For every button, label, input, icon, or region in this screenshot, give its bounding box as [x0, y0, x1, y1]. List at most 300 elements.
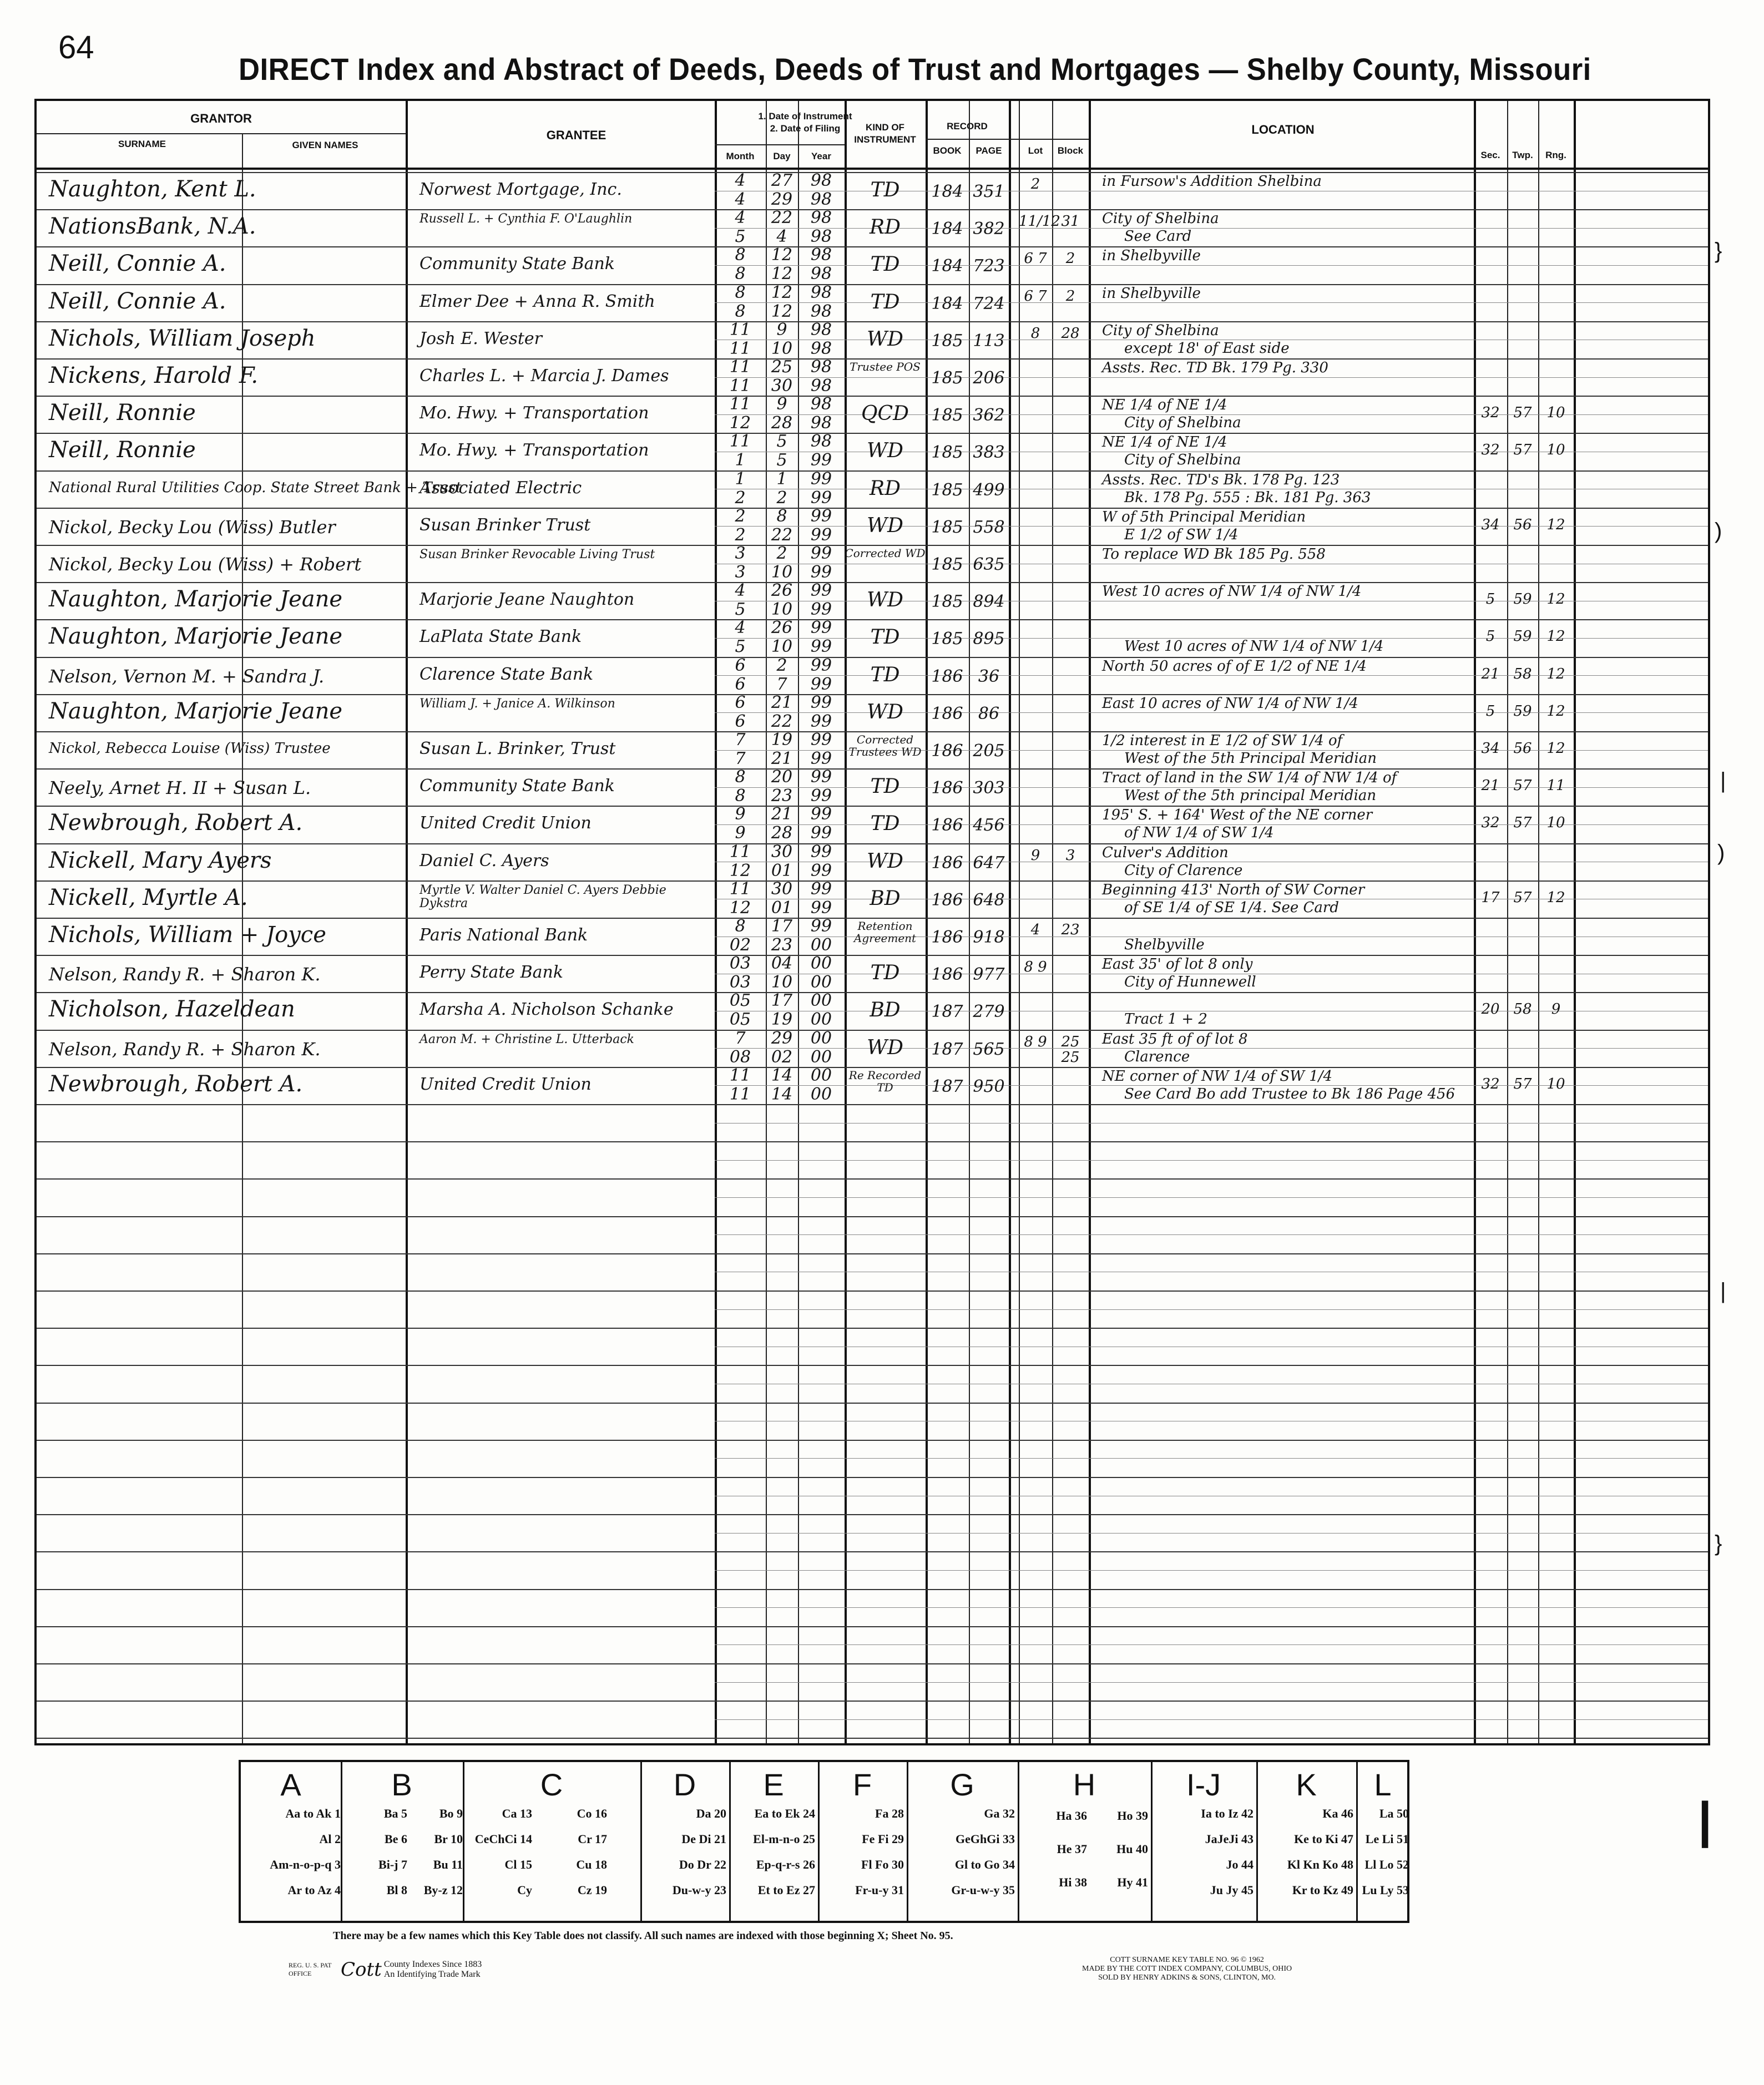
filing-year-2: 98	[810, 338, 832, 358]
filing-day-2: 28	[771, 823, 793, 843]
instrument-kind: TD	[870, 290, 900, 313]
filing-year-1: 99	[810, 804, 832, 824]
filing-day-1: 2	[776, 655, 787, 675]
filing-day-1: 17	[771, 991, 793, 1011]
section-number: 34	[1481, 740, 1500, 757]
instrument-kind: QCD	[861, 402, 909, 426]
grantee-name: Mo. Hwy. + Transportation	[419, 441, 649, 460]
key-entry: By-z 12	[423, 1883, 463, 1897]
block-number: 28	[1061, 325, 1080, 342]
location-line-1: North 50 acres of of E 1/2 of NE 1/4	[1102, 657, 1367, 675]
grantor-name: Newbrough, Robert A.	[49, 1071, 303, 1097]
location-line-1: 1/2 interest in E 1/2 of SW 1/4 of	[1102, 732, 1343, 749]
filing-month-2: 4	[735, 190, 746, 209]
filing-day-2: 5	[776, 451, 787, 470]
location-line-1: East 35' of lot 8 only	[1102, 956, 1253, 973]
record-book: 184	[931, 182, 963, 201]
filing-month-1: 11	[729, 357, 751, 377]
block-number: 3	[1065, 847, 1075, 864]
half-row-rule	[715, 1682, 1708, 1683]
filing-month-2: 5	[735, 227, 746, 247]
filing-month-2: 5	[735, 637, 746, 657]
key-entry: Cr 17	[578, 1832, 607, 1846]
filing-day-2: 10	[771, 973, 793, 993]
half-row-rule	[715, 1160, 1708, 1161]
filing-month-2: 2	[735, 525, 746, 545]
margin-bar-mark: |	[1698, 1793, 1712, 1848]
filing-month-1: 8	[735, 282, 746, 302]
page-number: 64	[58, 29, 94, 65]
range-number: 10	[1546, 404, 1565, 422]
grantee-name: Community State Bank	[419, 776, 615, 796]
location-line-1: in Fursow's Addition Shelbina	[1102, 173, 1322, 190]
filing-month-1: 8	[735, 245, 746, 265]
instrument-kind: RD	[870, 477, 901, 500]
section-number: 32	[1481, 442, 1500, 459]
filing-year-2: 99	[810, 749, 832, 768]
filing-month-2: 11	[729, 338, 751, 358]
grantor-name: Newbrough, Robert A.	[49, 810, 303, 836]
record-book: 185	[931, 629, 963, 649]
key-letter-g: G	[950, 1767, 974, 1802]
filing-month-1: 2	[735, 506, 746, 526]
location-line-2: City of Shelbina	[1124, 452, 1241, 469]
key-group-rule	[463, 1762, 464, 1921]
block-number: 23	[1061, 922, 1080, 938]
record-book: 187	[931, 1002, 963, 1022]
filing-month-2: 8	[735, 264, 746, 284]
section-number: 17	[1481, 889, 1500, 906]
header-date-line2: 2. Date of Filing	[770, 123, 841, 134]
filing-year-2: 99	[810, 525, 832, 545]
filing-month-1: 8	[735, 917, 746, 936]
record-book: 187	[931, 1039, 963, 1059]
record-page: 895	[973, 629, 1005, 649]
half-row-rule	[715, 1570, 1708, 1571]
filing-year-2: 98	[810, 190, 832, 209]
location-line-1: NE 1/4 of NE 1/4	[1102, 397, 1227, 414]
key-group-rule	[1151, 1762, 1153, 1921]
key-entry: Ga 32	[984, 1806, 1015, 1820]
filing-month-2: 03	[729, 973, 751, 993]
instrument-kind: WD	[867, 327, 903, 351]
lot-number: 8	[1030, 325, 1040, 342]
record-page: 723	[973, 256, 1005, 276]
section-number: 32	[1481, 814, 1500, 832]
record-book: 185	[931, 592, 963, 612]
filing-year-1: 98	[810, 394, 832, 414]
location-line-2: except 18' of East side	[1124, 340, 1290, 357]
range-number: 12	[1546, 591, 1565, 608]
filing-month-1: 1	[735, 469, 746, 489]
location-line-1: NE corner of NW 1/4 of SW 1/4	[1102, 1067, 1333, 1085]
key-entry: Ba 5	[383, 1806, 407, 1820]
grantee-name: United Credit Union	[419, 813, 592, 833]
filing-day-2: 29	[771, 190, 793, 209]
township-number: 57	[1513, 814, 1532, 832]
grantee-name: Susan Brinker Trust	[419, 515, 591, 535]
key-entry: GeGhGi 33	[956, 1832, 1015, 1846]
grantor-name: Nelson, Vernon M. + Sandra J.	[49, 665, 325, 687]
instrument-kind: WD	[867, 514, 903, 537]
key-entry: Kl Kn Ko 48	[1287, 1858, 1353, 1871]
instrument-kind: WD	[867, 849, 903, 873]
filing-year-2: 99	[810, 823, 832, 843]
filing-year-2: 98	[810, 413, 832, 433]
grantor-name: Nelson, Randy R. + Sharon K.	[49, 1038, 321, 1060]
location-line-2: of NW 1/4 of SW 1/4	[1124, 824, 1274, 842]
row-rule	[37, 1663, 1708, 1664]
filing-year-2: 99	[810, 674, 832, 694]
half-row-rule	[715, 377, 1708, 378]
filing-day-2: 22	[771, 711, 793, 731]
key-letter-k: K	[1296, 1767, 1317, 1802]
block-number: 25 25	[1061, 1033, 1080, 1066]
range-number: 9	[1551, 1001, 1561, 1018]
location-line-2: City of Clarence	[1124, 862, 1243, 879]
grantee-name: Clarence State Bank	[419, 664, 594, 684]
key-entry: Ll Lo 52	[1364, 1858, 1409, 1871]
header-month: Month	[726, 151, 755, 161]
section-number: 32	[1481, 404, 1500, 422]
header-day: Day	[773, 151, 791, 161]
grantor-name: Nickol, Becky Lou (Wiss) + Robert	[49, 554, 362, 575]
grantor-name: Neill, Ronnie	[49, 437, 196, 463]
key-entry: Do Dr 22	[679, 1858, 726, 1871]
row-rule	[37, 1701, 1708, 1702]
header-rule	[926, 139, 1009, 140]
filing-month-2: 11	[729, 1084, 751, 1104]
filing-day-2: 01	[771, 898, 793, 918]
key-group-rule	[818, 1762, 820, 1921]
key-group-rule	[1018, 1762, 1019, 1921]
row-rule	[37, 1514, 1708, 1515]
key-entry: Fe Fi 29	[862, 1832, 904, 1846]
filing-day-1: 26	[771, 581, 793, 601]
filing-month-2: 3	[735, 563, 746, 582]
filing-month-2: 12	[729, 898, 751, 918]
instrument-kind: BD	[870, 887, 901, 910]
key-entry: Fa 28	[875, 1806, 904, 1820]
column-rule	[1089, 101, 1091, 1743]
header-grantee: GRANTEE	[546, 128, 606, 142]
key-group-rule	[341, 1762, 342, 1921]
location-line-2: See Card Bo add Trustee to Bk 186 Page 456	[1124, 1085, 1455, 1102]
grantee-name: Mo. Hwy. + Transportation	[419, 403, 649, 423]
header-page: PAGE	[975, 145, 1002, 156]
filing-day-2: 22	[771, 525, 793, 545]
location-line-1: City of Shelbina	[1102, 210, 1219, 227]
filing-year-2: 99	[810, 563, 832, 582]
filing-day-2: 12	[771, 301, 793, 321]
location-line-2: Shelbyville	[1124, 937, 1205, 953]
record-book: 185	[931, 331, 963, 351]
record-book: 184	[931, 256, 963, 276]
key-letter-a: A	[280, 1767, 301, 1802]
filing-month-1: 4	[735, 618, 746, 638]
grantee-name: Charles L. + Marcia J. Dames	[419, 366, 669, 386]
half-row-rule	[715, 1309, 1708, 1310]
grantee-name: Community State Bank	[419, 254, 615, 274]
key-entry: Da 20	[696, 1806, 726, 1820]
township-number: 57	[1513, 442, 1532, 459]
location-line-2: Bk. 178 Pg. 555 : Bk. 181 Pg. 363	[1124, 489, 1371, 506]
filing-year-2: 00	[810, 1010, 832, 1030]
grantee-name: Susan L. Brinker, Trust	[419, 739, 616, 758]
key-group-rule	[1256, 1762, 1258, 1921]
section-number: 5	[1485, 702, 1495, 720]
key-entry: Co 16	[577, 1806, 607, 1820]
filing-day-1: 17	[771, 917, 793, 936]
section-number: 32	[1481, 1075, 1500, 1092]
record-page: 558	[973, 517, 1005, 537]
location-line-1: Assts. Rec. TD Bk. 179 Pg. 330	[1102, 360, 1328, 376]
row-rule	[37, 1626, 1708, 1627]
header-date-line1: 1. Date of Instrument	[758, 111, 852, 122]
header-lot: Lot	[1028, 145, 1043, 156]
filing-year-2: 98	[810, 301, 832, 321]
header-rule	[37, 133, 406, 134]
header-kind-line1: KIND OF	[866, 122, 904, 133]
township-number: 56	[1513, 516, 1532, 533]
key-letter-b: B	[391, 1767, 412, 1802]
filing-day-2: 23	[771, 935, 793, 955]
filing-day-2: 10	[771, 600, 793, 620]
key-entry: Ka 46	[1322, 1806, 1353, 1820]
key-entry: Gl to Go 34	[954, 1858, 1015, 1871]
section-number: 34	[1481, 516, 1500, 533]
filing-day-1: 20	[771, 767, 793, 787]
filing-month-2: 5	[735, 600, 746, 620]
record-book: 185	[931, 406, 963, 426]
section-number: 5	[1485, 628, 1495, 645]
filing-month-1: 7	[735, 1028, 746, 1048]
grantor-name: Neill, Ronnie	[49, 400, 196, 426]
filing-month-2: 11	[729, 376, 751, 396]
record-page: 86	[978, 704, 1000, 723]
header-rule	[715, 144, 845, 145]
key-entry: Al 2	[319, 1832, 341, 1846]
range-number: 12	[1546, 740, 1565, 757]
instrument-kind: TD	[870, 663, 900, 686]
filing-year-2: 00	[810, 935, 832, 955]
instrument-kind: TD	[870, 775, 900, 798]
key-entry: Be 6	[385, 1832, 407, 1846]
grantor-name: Nickens, Harold F.	[49, 363, 259, 388]
row-rule	[37, 1141, 1708, 1142]
filing-year-1: 99	[810, 506, 832, 526]
filing-year-1: 98	[810, 208, 832, 228]
filing-day-1: 9	[776, 320, 787, 340]
grantee-name: Marjorie Jeane Naughton	[419, 590, 635, 610]
grantor-name: Naughton, Kent L.	[49, 176, 256, 202]
key-entry: Cy	[517, 1883, 532, 1897]
grantee-name: Perry State Bank	[419, 963, 564, 983]
key-entry: Aa to Ak 1	[285, 1806, 341, 1820]
filing-month-2: 08	[729, 1047, 751, 1067]
filing-year-1: 00	[810, 1028, 832, 1048]
filing-day-2: 7	[776, 674, 787, 694]
row-rule	[37, 1365, 1708, 1366]
margin-bracket-mark: )	[1717, 841, 1725, 865]
record-page: 950	[973, 1076, 1005, 1096]
instrument-kind: WD	[867, 439, 903, 463]
half-row-rule	[715, 1458, 1708, 1459]
record-page: 456	[973, 816, 1005, 836]
location-line-1: East 10 acres of NW 1/4 of NW 1/4	[1102, 695, 1358, 712]
row-rule	[37, 1178, 1708, 1180]
township-number: 56	[1513, 740, 1532, 757]
margin-bracket-mark: }	[1715, 239, 1722, 263]
record-book: 185	[931, 555, 963, 574]
grantee-name: Paris National Bank	[419, 925, 588, 945]
instrument-kind: Corrected WD	[845, 546, 926, 560]
instrument-kind: WD	[867, 700, 903, 723]
half-row-rule	[715, 1719, 1708, 1720]
filing-month-1: 3	[735, 544, 746, 563]
grantor-name: Nelson, Randy R. + Sharon K.	[49, 964, 321, 985]
grantor-name: NationsBank, N.A.	[49, 214, 256, 240]
grantor-name: Neely, Arnet H. II + Susan L.	[49, 777, 311, 799]
township-number: 57	[1513, 1075, 1532, 1092]
filing-day-1: 29	[771, 1028, 793, 1048]
filing-month-2: 1	[735, 451, 746, 470]
half-row-rule	[715, 1607, 1708, 1608]
record-page: 362	[973, 406, 1005, 426]
filing-month-2: 12	[729, 413, 751, 433]
record-page: 977	[973, 965, 1005, 985]
row-rule	[37, 1104, 1708, 1105]
grantee-name: Myrtle V. Walter Daniel C. Ayers Debbie Dykstra	[419, 883, 666, 910]
filing-year-1: 00	[810, 1065, 832, 1085]
footer-right-line2: MADE BY THE COTT INDEX COMPANY, COLUMBUS, OHIO	[1082, 1965, 1292, 1973]
record-book: 184	[931, 293, 963, 313]
lot-number: 9	[1030, 847, 1040, 864]
column-rule	[406, 101, 408, 1743]
key-entry: Br 10	[434, 1832, 463, 1846]
key-letter-f: F	[852, 1767, 872, 1802]
instrument-kind: Re Recorded TD	[848, 1068, 922, 1094]
range-number: 10	[1546, 1075, 1565, 1092]
filing-year-1: 99	[810, 692, 832, 712]
key-entry: Kr to Kz 49	[1292, 1883, 1353, 1897]
record-page: 648	[973, 890, 1005, 910]
filing-month-2: 9	[735, 823, 746, 843]
filing-year-2: 98	[810, 264, 832, 284]
header-sec: Sec.	[1480, 150, 1500, 160]
column-rule	[1474, 101, 1476, 1743]
grantee-name: Elmer Dee + Anna R. Smith	[419, 291, 655, 311]
instrument-kind: Retention Agreement	[853, 919, 917, 945]
filing-day-2: 02	[771, 1047, 793, 1067]
half-row-rule	[715, 1644, 1708, 1645]
grantee-name: Russell L. + Cynthia F. O'Laughlin	[419, 212, 633, 226]
filing-month-2: 8	[735, 301, 746, 321]
grantor-name: Neill, Connie A.	[49, 288, 226, 314]
record-page: 36	[978, 666, 1000, 686]
key-group-rule	[729, 1762, 731, 1921]
grantor-name: Nickol, Becky Lou (Wiss) Butler	[49, 516, 336, 538]
block-number: 2	[1065, 250, 1075, 267]
filing-year-1: 99	[810, 917, 832, 936]
header-given-names: GIVEN NAMES	[292, 140, 358, 150]
filing-month-1: 11	[729, 1065, 751, 1085]
filing-year-1: 99	[810, 655, 832, 675]
range-number: 11	[1546, 777, 1565, 794]
page-title: DIRECT Index and Abstract of Deeds, Deeds of Trust and Mortgages — Shelby County, Missouri	[239, 52, 1591, 87]
filing-day-1: 21	[771, 692, 793, 712]
row-rule	[37, 918, 1708, 919]
location-line-1: in Shelbyville	[1102, 285, 1201, 302]
record-book: 186	[931, 965, 963, 985]
filing-day-1: 2	[776, 544, 787, 563]
filing-day-1: 19	[771, 730, 793, 750]
filing-year-2: 99	[810, 488, 832, 508]
filing-year-1: 99	[810, 469, 832, 489]
filing-month-1: 11	[729, 842, 751, 862]
instrument-kind: TD	[870, 961, 900, 985]
record-book: 186	[931, 853, 963, 873]
margin-tick-mark: |	[1720, 768, 1726, 793]
filing-month-1: 9	[735, 804, 746, 824]
filing-day-2: 30	[771, 376, 793, 396]
key-letter-h: H	[1073, 1767, 1096, 1802]
range-number: 12	[1546, 665, 1565, 682]
lot-number: 4	[1030, 922, 1040, 938]
row-rule	[37, 1216, 1708, 1217]
record-page: 565	[973, 1039, 1005, 1059]
filing-month-2: 7	[735, 749, 746, 768]
location-line-1: City of Shelbina	[1102, 322, 1219, 339]
filing-day-1: 21	[771, 804, 793, 824]
lot-number: 2	[1030, 176, 1040, 193]
key-entry: Ep-q-r-s 26	[756, 1858, 815, 1871]
header-book: BOOK	[933, 145, 962, 156]
filing-day-2: 01	[771, 861, 793, 880]
filing-month-1: 05	[729, 991, 751, 1011]
footer-copyright	[1082, 1956, 1292, 1982]
filing-month-1: 7	[735, 730, 746, 750]
key-entry: Lu Ly 53	[1362, 1883, 1409, 1897]
filing-day-2: 23	[771, 786, 793, 806]
filing-year-2: 99	[810, 786, 832, 806]
filing-day-1: 26	[771, 618, 793, 638]
record-page: 724	[973, 293, 1005, 313]
header-twp: Twp.	[1512, 150, 1533, 160]
key-entry: Bl 8	[386, 1883, 407, 1897]
location-line-1: Beginning 413' North of SW Corner	[1102, 881, 1365, 898]
filing-month-2: 02	[729, 935, 751, 955]
row-rule	[37, 619, 1708, 620]
row-rule	[37, 1551, 1708, 1552]
location-line-1: To replace WD Bk 185 Pg. 558	[1102, 546, 1326, 563]
grantee-name: LaPlata State Bank	[419, 627, 582, 647]
filing-day-1: 30	[771, 842, 793, 862]
record-book: 185	[931, 368, 963, 388]
grantee-name: Aaron M. + Christine L. Utterback	[419, 1032, 634, 1046]
grantor-name: Naughton, Marjorie Jeane	[49, 698, 343, 724]
filing-year-1: 98	[810, 171, 832, 190]
instrument-kind: WD	[867, 1036, 903, 1059]
filing-year-2: 00	[810, 1047, 832, 1067]
record-book: 185	[931, 480, 963, 500]
filing-year-2: 00	[810, 1084, 832, 1104]
header-location: LOCATION	[1251, 123, 1315, 136]
instrument-kind: Corrected Trustees WD	[848, 733, 922, 758]
header-block: Block	[1057, 145, 1084, 156]
key-entry: Cz 19	[577, 1883, 607, 1897]
key-entry: Ju Jy 45	[1210, 1883, 1253, 1897]
